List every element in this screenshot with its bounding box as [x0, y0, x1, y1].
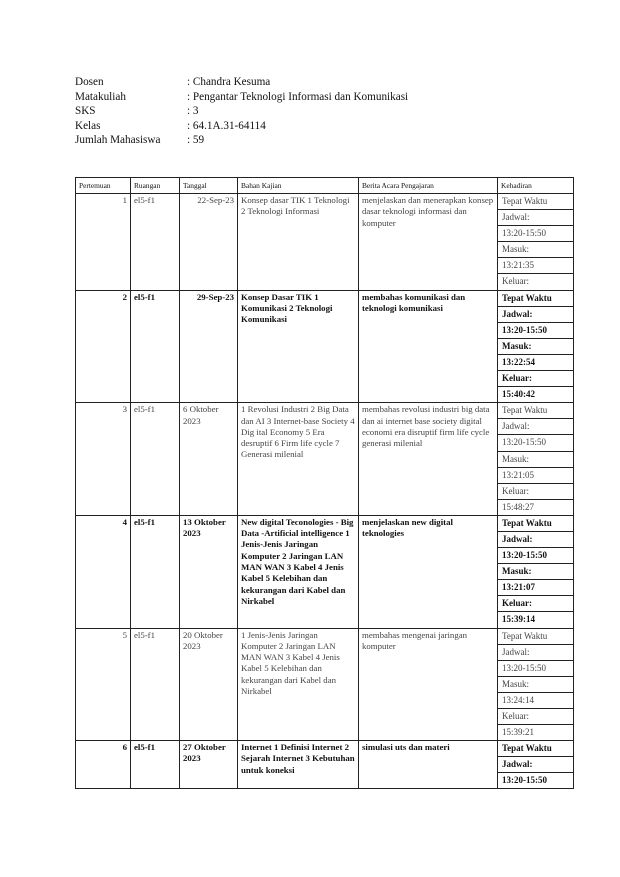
kehadiran-line: Jadwal:: [498, 307, 573, 323]
cell-kehadiran: [498, 515, 574, 628]
header-label: Jumlah Mahasiswa: [75, 134, 161, 146]
cell-kehadiran: [498, 403, 574, 516]
col-header-ruangan: Ruangan: [131, 178, 180, 194]
kehadiran-line: 13:22:54: [498, 355, 573, 371]
cell-berita-acara: membahas komunikasi dan teknologi komunikasi: [359, 290, 498, 403]
kehadiran-line: Masuk:: [498, 677, 573, 693]
cell-pertemuan: 4: [76, 515, 131, 628]
cell-pertemuan: 6: [76, 741, 131, 789]
kehadiran-line: Keluar:: [498, 709, 573, 725]
cell-ruangan: el5-f1: [131, 403, 180, 516]
cell-kehadiran: [498, 741, 574, 789]
kehadiran-line: 13:21:05: [498, 468, 573, 484]
col-header-tanggal: Tanggal: [180, 178, 238, 194]
kehadiran-line: Jadwal:: [498, 419, 573, 435]
kehadiran-line: Masuk:: [498, 339, 573, 355]
table-header-row: [76, 178, 574, 194]
header-value: : Pengantar Teknologi Informasi dan Komunikasi: [187, 90, 409, 103]
kehadiran-line: Keluar:: [498, 371, 573, 387]
header-label: SKS: [75, 105, 96, 117]
cell-berita-acara: membahas revolusi industri big data dan ai internet base society digital economi era disruptif firm life cycle generasi milenial: [359, 403, 498, 516]
cell-tanggal: 13 Oktober 2023: [180, 515, 238, 628]
col-header-kehadiran: Kehadiran: [498, 178, 574, 194]
cell-kehadiran: [498, 290, 574, 403]
kehadiran-line: 15:48:27: [502, 501, 535, 512]
kehadiran-line: Keluar:: [502, 276, 529, 287]
cell-pertemuan: 3: [76, 403, 131, 516]
table-row: [76, 290, 574, 403]
cell-kehadiran: [498, 628, 574, 741]
header-value: : 3: [187, 105, 199, 117]
cell-tanggal: 6 Oktober 2023: [180, 403, 238, 516]
cell-pertemuan: 1: [76, 194, 131, 291]
cell-bahan-kajian: Internet 1 Definisi Internet 2 Sejarah Internet 3 Kebutuhan untuk koneksi: [238, 741, 359, 789]
header-row: [75, 119, 408, 134]
kehadiran-line: 15:39:21: [502, 727, 535, 738]
kehadiran-line: Tepat Waktu: [498, 291, 573, 307]
header-row: [75, 133, 408, 148]
kehadiran-line: 13:20-15:50: [502, 775, 547, 786]
col-header-berita-acara: Berita Acara Pengajaran: [359, 178, 498, 194]
kehadiran-line: Masuk:: [498, 564, 573, 580]
kehadiran-line: Masuk:: [498, 452, 573, 468]
header-value: : 64.1A.31-64114: [187, 119, 266, 132]
cell-ruangan: el5-f1: [131, 194, 180, 291]
cell-ruangan: el5-f1: [131, 628, 180, 741]
cell-ruangan: el5-f1: [131, 741, 180, 789]
kehadiran-line: Tepat Waktu: [498, 403, 573, 419]
header-row: [75, 104, 408, 119]
cell-berita-acara: membahas mengenai jaringan komputer: [359, 628, 498, 741]
attendance-table: [75, 177, 574, 789]
header-value: : Chandra Kesuma: [187, 76, 271, 88]
header-label: Kelas: [75, 119, 101, 132]
kehadiran-line: 13:21:07: [498, 580, 573, 596]
kehadiran-line: 13:20-15:50: [498, 435, 573, 451]
table-row: [76, 741, 574, 789]
header-row: [75, 75, 408, 90]
cell-bahan-kajian: New digital Teconologies - Big Data -Artificial intelligence 1 Jenis-Jenis Jaringan Komputer 2 Jaringan LAN MAN WAN 3 Kabel 4 Jenis Kabel 5 Kelebihan dan kekurangan dari Kabel dan Nirkabel: [238, 515, 359, 628]
kehadiran-line: Jadwal:: [498, 757, 573, 773]
kehadiran-line: 13:20-15:50: [498, 323, 573, 339]
kehadiran-line: Tepat Waktu: [498, 629, 573, 645]
cell-berita-acara: simulasi uts dan materi: [359, 741, 498, 789]
cell-berita-acara: menjelaskan new digital teknologies: [359, 515, 498, 628]
cell-bahan-kajian: Konsep dasar TIK 1 Teknologi 2 Teknologi Informasi: [238, 194, 359, 291]
cell-bahan-kajian: 1 Jenis-Jenis Jaringan Komputer 2 Jaringan LAN MAN WAN 3 Kabel 4 Jenis Kabel 5 Kelebihan dan kekurangan dari Kabel dan Nirkabel: [238, 628, 359, 741]
cell-tanggal: 27 Oktober 2023: [180, 741, 238, 789]
kehadiran-line: 15:39:14: [502, 614, 535, 625]
table-row: [76, 403, 574, 516]
kehadiran-line: 13:20-15:50: [498, 226, 573, 242]
col-header-pertemuan: Pertemuan: [76, 178, 131, 194]
cell-ruangan: el5-f1: [131, 515, 180, 628]
kehadiran-line: Tepat Waktu: [498, 741, 573, 757]
kehadiran-line: 13:24:14: [498, 693, 573, 709]
kehadiran-line: Tepat Waktu: [498, 194, 573, 210]
table-row: [76, 515, 574, 628]
header-value: : 59: [187, 134, 205, 146]
header-label: Matakuliah: [75, 90, 126, 103]
table-row: [76, 628, 574, 741]
cell-pertemuan: 5: [76, 628, 131, 741]
cell-tanggal: 29-Sep-23: [180, 290, 238, 403]
cell-pertemuan: 2: [76, 290, 131, 403]
cell-bahan-kajian: 1 Revolusi Industri 2 Big Data dan AI 3 Internet-base Society 4 Dig ital Economy 5 Era desruptif 6 Firm life cycle 7 Generasi milenial: [238, 403, 359, 516]
table-row: [76, 194, 574, 291]
kehadiran-line: Jadwal:: [498, 532, 573, 548]
kehadiran-line: Keluar:: [498, 484, 573, 500]
kehadiran-line: Jadwal:: [498, 645, 573, 661]
kehadiran-line: Tepat Waktu: [498, 516, 573, 532]
cell-tanggal: 20 Oktober 2023: [180, 628, 238, 741]
header-row: [75, 90, 408, 105]
kehadiran-line: 13:20-15:50: [498, 548, 573, 564]
cell-ruangan: el5-f1: [131, 290, 180, 403]
document-header: [75, 75, 408, 148]
cell-berita-acara: menjelaskan dan menerapkan konsep dasar teknologi informasi dan komputer: [359, 194, 498, 291]
header-label: Dosen: [75, 76, 104, 88]
kehadiran-line: 15:40:42: [502, 389, 535, 400]
kehadiran-line: 13:21:35: [498, 258, 573, 274]
col-header-bahan-kajian: Bahan Kajian: [238, 178, 359, 194]
kehadiran-line: Masuk:: [498, 242, 573, 258]
kehadiran-line: 13:20-15:50: [498, 661, 573, 677]
cell-tanggal: 22-Sep-23: [180, 194, 238, 291]
kehadiran-line: Keluar:: [498, 596, 573, 612]
cell-kehadiran: [498, 194, 574, 291]
cell-bahan-kajian: Konsep Dasar TIK 1 Komunikasi 2 Teknologi Komunikasi: [238, 290, 359, 403]
kehadiran-line: Jadwal:: [498, 210, 573, 226]
